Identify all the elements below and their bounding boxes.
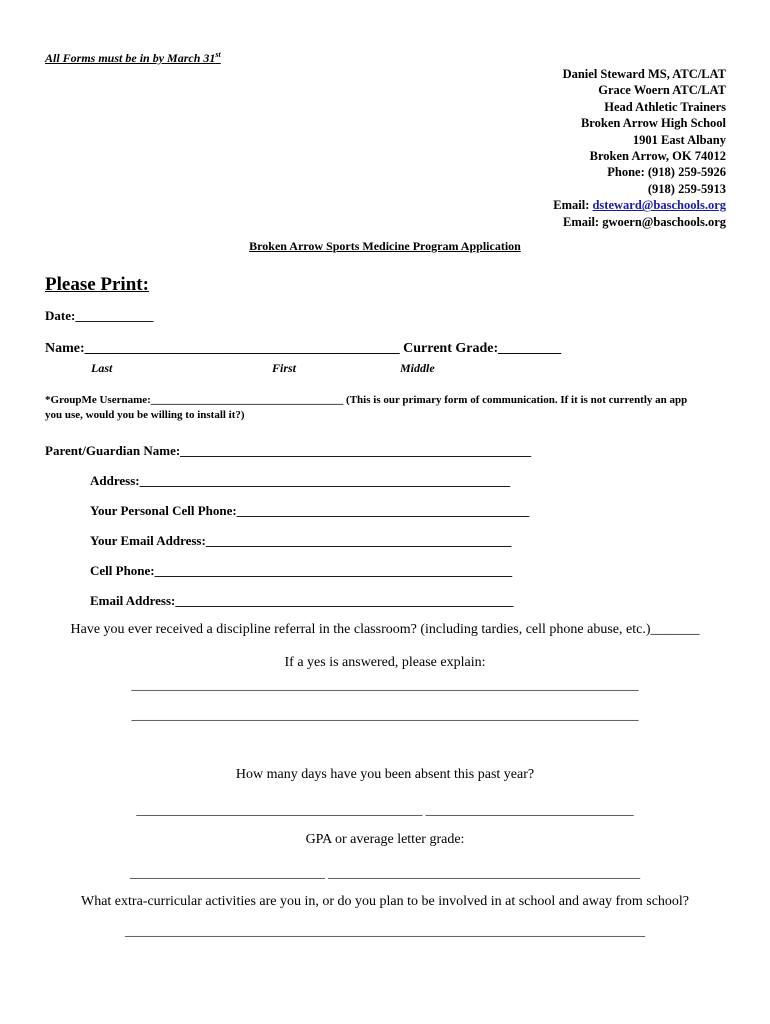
- deadline-text: All Forms must be in by March 31: [45, 51, 216, 65]
- address-field[interactable]: Address:_________________________________________________________: [90, 473, 511, 488]
- absent-line[interactable]: ____________________________________________ ________________________________: [136, 802, 634, 817]
- activities-question: What extra-curricular activities are you in, or do you plan to be involved in at school and away from school?: [80, 894, 690, 909]
- contact-block: [553, 66, 726, 230]
- name-last-label: Last: [91, 361, 113, 375]
- activities-line[interactable]: ________________________________________________________________________________: [125, 923, 645, 938]
- name-field[interactable]: Name:_____________________________________________ Current Grade:_________: [45, 341, 562, 356]
- explain-line-2[interactable]: ______________________________________________________________________________: [131, 707, 639, 722]
- discipline-question[interactable]: Have you ever received a discipline referral in the classroom? (including tardies, cell phone abuse, etc.)_______: [70, 622, 700, 637]
- name-first-label: First: [272, 361, 297, 375]
- gpa-line[interactable]: ______________________________ ________________________________________________: [129, 865, 641, 880]
- contact-phone-2: (918) 259-5913: [647, 181, 726, 196]
- contact-line-1: Daniel Steward MS, ATC/LAT: [562, 67, 726, 81]
- form-title: Broken Arrow Sports Medicine Program Application: [249, 239, 521, 253]
- contact-line-5: 1901 East Albany: [632, 132, 726, 147]
- contact-line-6: Broken Arrow, OK 74012: [589, 149, 726, 164]
- please-print-heading: Please Print:: [45, 274, 149, 295]
- contact-email-2: Email: gwoern@baschools.org: [562, 214, 726, 229]
- name-middle-label: Middle: [400, 361, 435, 375]
- absent-question: How many days have you been absent this past year?: [235, 767, 535, 782]
- email-address-field[interactable]: Email Address:____________________________________________________: [90, 593, 514, 608]
- date-field[interactable]: Date:____________: [45, 308, 154, 323]
- personal-cell-field[interactable]: Your Personal Cell Phone:_____________________________________________: [90, 503, 530, 518]
- parent-name-field[interactable]: Parent/Guardian Name:______________________________________________________: [45, 443, 532, 458]
- gpa-question: GPA or average letter grade:: [305, 832, 465, 847]
- cell-phone-field[interactable]: Cell Phone:_______________________________________________________: [90, 563, 513, 578]
- deadline-sup: st: [215, 50, 221, 59]
- your-email-field[interactable]: Your Email Address:_______________________________________________: [90, 533, 512, 548]
- contact-line-2: Grace Woern ATC/LAT: [598, 83, 726, 98]
- email-link-steward[interactable]: dsteward@baschools.org: [592, 198, 726, 213]
- groupme-note: you use, would you be willing to install it?): [45, 409, 245, 421]
- email-label: Email:: [553, 198, 593, 213]
- deadline-notice: [45, 50, 221, 66]
- explain-line-1[interactable]: ______________________________________________________________________________: [131, 677, 639, 692]
- contact-line-4: Broken Arrow High School: [580, 116, 726, 131]
- explain-prompt: If a yes is answered, please explain:: [284, 655, 486, 670]
- contact-phone-1: Phone: (918) 259-5926: [607, 165, 726, 180]
- contact-email-1: [553, 197, 726, 213]
- groupme-field[interactable]: *GroupMe Username:___________________________________ (This is our primary form of communication. If it is not currently an app: [45, 394, 688, 406]
- contact-line-3: Head Athletic Trainers: [604, 99, 726, 114]
